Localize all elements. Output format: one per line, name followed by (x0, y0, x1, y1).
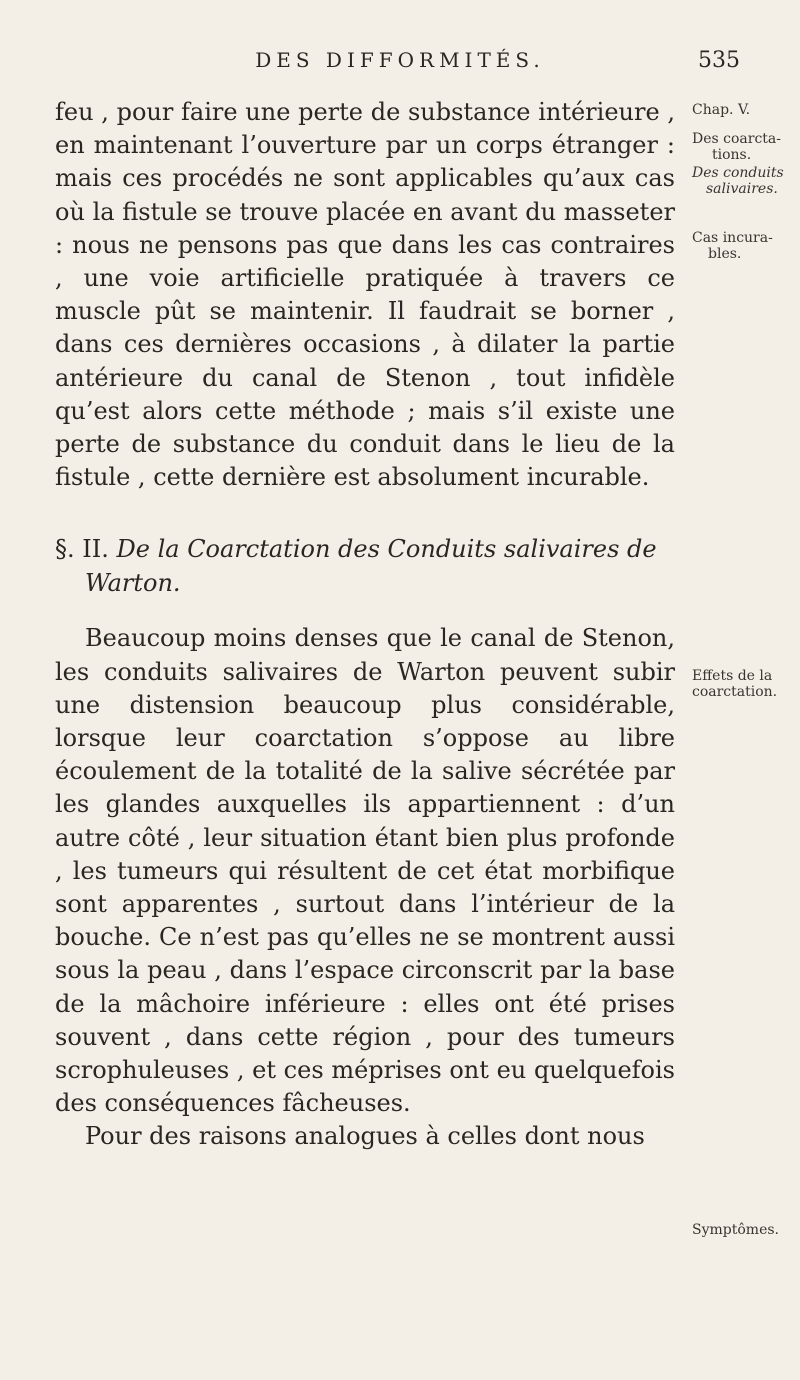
section-number: §. II. (55, 535, 109, 564)
section-title-part-b: Warton. (85, 569, 181, 598)
margin-note-coarctations (692, 131, 792, 163)
margin-note-incurable-line2: bles. (708, 246, 742, 262)
margin-note-salivary (692, 165, 792, 197)
margin-note-effects-line2: coarctation. (692, 684, 778, 700)
margin-note-coarctations-line2: tions. (712, 147, 752, 163)
margin-note-incurable-line1: Cas incura- (692, 230, 773, 246)
margin-note-salivary-line1: Des conduits (692, 165, 784, 181)
section-title-part-a: De la Coarctation des Conduits salivaires de (116, 535, 657, 564)
section-heading (55, 532, 675, 600)
margin-note-symptoms: Symptômes. (692, 1222, 779, 1238)
main-text (55, 96, 675, 1154)
margin-note-chapter: Chap. V. (692, 102, 751, 118)
running-header (40, 48, 760, 76)
paragraph-warton: Beaucoup moins denses que le canal de Stenon, les conduits salivaires de Warton peuvent subir une distension beaucoup plus considérable, lorsque leur coarctation s’oppose au libre écoulement de la totalité de la salive sécrétée par les glandes auxquelles ils appartiennent : d’un autre côté , leur situation étant bien plus profonde , les tumeurs qui résultent de cet état morbifique sont apparentes , surtout dans l’intérieur de la bouche. Ce n’est pas qu’elles ne se montrent aussi sous la peau , dans l’espace circonscrit par la base de la mâchoire inférieure : elles ont été prises souvent , dans cette région , pour des tumeurs scrophuleuses , et ces méprises ont eu quelquefois des conséquences fâcheuses. (55, 624, 675, 1118)
margin-note-salivary-line2: salivaires. (706, 181, 778, 197)
paragraph-continuation: feu , pour faire une perte de substance intérieure , en maintenant l’ouverture par un corps étranger : mais ces procédés ne sont applicables qu’aux cas où la fistule se trouve placée en avant du masseter : nous ne pensons pas que dans les cas contraires , une voie artificielle pratiquée à travers ce muscle pût se maintenir. Il faudrait se borner , dans ces dernières occasions , à dilater la partie antérieure du canal de Stenon , tout infidèle qu’est alors cette méthode ; mais s’il existe une perte de substance du conduit dans le lieu de la fistule , cette dernière est absolument incurable. (55, 98, 675, 492)
page-number: 535 (698, 48, 740, 73)
running-title: DES DIFFORMITÉS. (255, 48, 545, 72)
paragraph-analogues: Pour des raisons analogues à celles dont nous (85, 1122, 645, 1151)
margin-note-effects (692, 668, 792, 700)
margin-note-effects-line1: Effets de la (692, 668, 773, 684)
margin-note-coarctations-line1: Des coarcta- (692, 131, 781, 147)
margin-note-incurable (692, 230, 792, 262)
